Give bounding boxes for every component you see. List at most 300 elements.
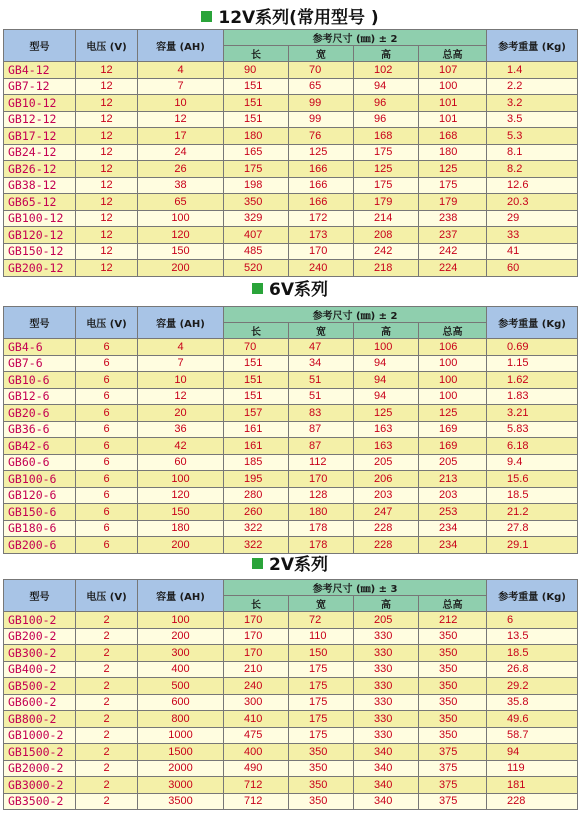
cell-length: 322 (224, 520, 289, 537)
cell-voltage: 2 (76, 645, 138, 662)
table-row (4, 504, 578, 521)
cell-length: 712 (224, 777, 289, 794)
table-row (4, 243, 578, 260)
cell-voltage: 2 (76, 711, 138, 728)
cell-length: 329 (224, 210, 289, 227)
header-model: 型号 (4, 307, 76, 339)
cell-voltage: 6 (76, 471, 138, 488)
cell-voltage: 12 (76, 128, 138, 145)
table-row (4, 144, 578, 161)
cell-length: 151 (224, 78, 289, 95)
cell-total-height: 100 (419, 388, 487, 405)
cell-height: 163 (354, 438, 419, 455)
cell-width: 173 (289, 227, 354, 244)
cell-length: 350 (224, 194, 289, 211)
cell-weight: 1.62 (487, 372, 578, 389)
cell-width: 166 (289, 161, 354, 178)
cell-total-height: 205 (419, 454, 487, 471)
cell-total-height: 350 (419, 711, 487, 728)
header-dimensions: 参考尺寸 (㎜) ± 3 (224, 580, 487, 596)
cell-model: GB120-12 (4, 227, 76, 244)
table-row (4, 678, 578, 695)
cell-length: 165 (224, 144, 289, 161)
table-row (4, 355, 578, 372)
cell-length: 157 (224, 405, 289, 422)
header-width: 宽 (289, 596, 354, 612)
table-row (4, 421, 578, 438)
cell-model: GB36-6 (4, 421, 76, 438)
cell-weight: 1.83 (487, 388, 578, 405)
cell-weight: 8.2 (487, 161, 578, 178)
cell-height: 94 (354, 372, 419, 389)
cell-voltage: 12 (76, 95, 138, 112)
header-voltage: 电压 (V) (76, 580, 138, 612)
cell-voltage: 6 (76, 421, 138, 438)
cell-weight: 94 (487, 744, 578, 761)
cell-capacity: 120 (138, 227, 224, 244)
header-voltage: 电压 (V) (76, 30, 138, 62)
cell-weight: 49.6 (487, 711, 578, 728)
cell-capacity: 120 (138, 487, 224, 504)
cell-length: 170 (224, 645, 289, 662)
header-weight: 参考重量 (Kg) (487, 580, 578, 612)
cell-height: 203 (354, 487, 419, 504)
cell-width: 76 (289, 128, 354, 145)
cell-width: 87 (289, 421, 354, 438)
cell-voltage: 6 (76, 454, 138, 471)
cell-capacity: 4 (138, 339, 224, 356)
cell-length: 490 (224, 760, 289, 777)
cell-voltage: 12 (76, 260, 138, 277)
cell-capacity: 26 (138, 161, 224, 178)
cell-model: GB180-6 (4, 520, 76, 537)
cell-weight: 2.2 (487, 78, 578, 95)
cell-model: GB17-12 (4, 128, 76, 145)
cell-voltage: 12 (76, 161, 138, 178)
cell-voltage: 12 (76, 78, 138, 95)
section-title (0, 279, 580, 301)
cell-height: 242 (354, 243, 419, 260)
cell-weight: 0.69 (487, 339, 578, 356)
cell-length: 712 (224, 793, 289, 810)
table-row (4, 95, 578, 112)
cell-total-height: 106 (419, 339, 487, 356)
cell-model: GB150-6 (4, 504, 76, 521)
cell-weight: 58.7 (487, 727, 578, 744)
cell-height: 340 (354, 760, 419, 777)
cell-total-height: 234 (419, 520, 487, 537)
cell-weight: 228 (487, 793, 578, 810)
cell-weight: 3.5 (487, 111, 578, 128)
cell-height: 218 (354, 260, 419, 277)
cell-length: 280 (224, 487, 289, 504)
cell-width: 170 (289, 471, 354, 488)
cell-length: 485 (224, 243, 289, 260)
cell-length: 175 (224, 161, 289, 178)
cell-total-height: 350 (419, 628, 487, 645)
cell-height: 340 (354, 793, 419, 810)
green-square-icon (201, 11, 212, 22)
spec-table-12v (3, 29, 578, 277)
cell-total-height: 125 (419, 405, 487, 422)
cell-length: 407 (224, 227, 289, 244)
cell-capacity: 800 (138, 711, 224, 728)
cell-capacity: 60 (138, 454, 224, 471)
cell-length: 90 (224, 62, 289, 79)
cell-total-height: 350 (419, 694, 487, 711)
cell-capacity: 10 (138, 95, 224, 112)
cell-height: 228 (354, 537, 419, 554)
cell-capacity: 36 (138, 421, 224, 438)
cell-height: 102 (354, 62, 419, 79)
cell-height: 330 (354, 727, 419, 744)
cell-voltage: 2 (76, 678, 138, 695)
cell-width: 175 (289, 711, 354, 728)
cell-model: GB12-12 (4, 111, 76, 128)
cell-voltage: 12 (76, 177, 138, 194)
cell-voltage: 6 (76, 372, 138, 389)
cell-voltage: 2 (76, 760, 138, 777)
cell-model: GB38-12 (4, 177, 76, 194)
cell-model: GB60-6 (4, 454, 76, 471)
cell-weight: 41 (487, 243, 578, 260)
table-row (4, 128, 578, 145)
cell-total-height: 179 (419, 194, 487, 211)
cell-capacity: 100 (138, 210, 224, 227)
header-model: 型号 (4, 30, 76, 62)
cell-height: 330 (354, 694, 419, 711)
cell-total-height: 350 (419, 661, 487, 678)
green-square-icon (252, 283, 263, 294)
cell-length: 151 (224, 355, 289, 372)
cell-weight: 18.5 (487, 487, 578, 504)
cell-model: GB7-6 (4, 355, 76, 372)
cell-weight: 1.15 (487, 355, 578, 372)
table-row (4, 645, 578, 662)
cell-capacity: 17 (138, 128, 224, 145)
cell-width: 65 (289, 78, 354, 95)
table-row (4, 62, 578, 79)
section-title-text: 6V系列 (269, 280, 328, 300)
table-row (4, 777, 578, 794)
cell-length: 410 (224, 711, 289, 728)
cell-total-height: 212 (419, 612, 487, 629)
cell-model: GB65-12 (4, 194, 76, 211)
cell-height: 330 (354, 628, 419, 645)
cell-height: 205 (354, 454, 419, 471)
cell-weight: 6 (487, 612, 578, 629)
cell-height: 340 (354, 744, 419, 761)
section-6v (0, 272, 580, 552)
table-row (4, 520, 578, 537)
header-dimensions: 参考尺寸 (㎜) ± 2 (224, 30, 487, 46)
cell-width: 51 (289, 372, 354, 389)
cell-height: 96 (354, 111, 419, 128)
cell-capacity: 150 (138, 504, 224, 521)
cell-height: 125 (354, 405, 419, 422)
table-row (4, 612, 578, 629)
cell-total-height: 350 (419, 727, 487, 744)
cell-model: GB1500-2 (4, 744, 76, 761)
header-length: 长 (224, 323, 289, 339)
cell-weight: 26.8 (487, 661, 578, 678)
cell-model: GB300-2 (4, 645, 76, 662)
cell-total-height: 224 (419, 260, 487, 277)
cell-total-height: 238 (419, 210, 487, 227)
cell-capacity: 7 (138, 78, 224, 95)
cell-width: 83 (289, 405, 354, 422)
cell-width: 112 (289, 454, 354, 471)
cell-height: 330 (354, 645, 419, 662)
cell-height: 208 (354, 227, 419, 244)
cell-total-height: 100 (419, 78, 487, 95)
cell-total-height: 107 (419, 62, 487, 79)
cell-length: 322 (224, 537, 289, 554)
cell-voltage: 6 (76, 487, 138, 504)
cell-model: GB800-2 (4, 711, 76, 728)
cell-total-height: 253 (419, 504, 487, 521)
cell-weight: 18.5 (487, 645, 578, 662)
cell-model: GB400-2 (4, 661, 76, 678)
cell-capacity: 38 (138, 177, 224, 194)
cell-capacity: 4 (138, 62, 224, 79)
cell-weight: 3.2 (487, 95, 578, 112)
cell-width: 350 (289, 760, 354, 777)
cell-weight: 12.6 (487, 177, 578, 194)
cell-height: 94 (354, 78, 419, 95)
cell-capacity: 42 (138, 438, 224, 455)
cell-model: GB100-12 (4, 210, 76, 227)
cell-capacity: 20 (138, 405, 224, 422)
section-title (0, 554, 580, 576)
spec-table-6v (3, 306, 578, 554)
cell-height: 94 (354, 355, 419, 372)
cell-height: 228 (354, 520, 419, 537)
spec-table-2v (3, 579, 578, 810)
cell-voltage: 12 (76, 210, 138, 227)
table-row (4, 727, 578, 744)
section-12v (0, 0, 580, 275)
cell-model: GB10-12 (4, 95, 76, 112)
cell-height: 206 (354, 471, 419, 488)
cell-total-height: 101 (419, 95, 487, 112)
header-model: 型号 (4, 580, 76, 612)
cell-length: 195 (224, 471, 289, 488)
cell-width: 175 (289, 678, 354, 695)
cell-height: 205 (354, 612, 419, 629)
cell-total-height: 237 (419, 227, 487, 244)
cell-capacity: 200 (138, 537, 224, 554)
cell-length: 161 (224, 438, 289, 455)
cell-width: 180 (289, 504, 354, 521)
cell-width: 128 (289, 487, 354, 504)
cell-weight: 119 (487, 760, 578, 777)
cell-weight: 181 (487, 777, 578, 794)
cell-width: 34 (289, 355, 354, 372)
cell-total-height: 375 (419, 777, 487, 794)
cell-weight: 35.8 (487, 694, 578, 711)
cell-voltage: 6 (76, 339, 138, 356)
cell-model: GB150-12 (4, 243, 76, 260)
cell-height: 179 (354, 194, 419, 211)
cell-height: 175 (354, 144, 419, 161)
cell-width: 99 (289, 111, 354, 128)
cell-width: 172 (289, 210, 354, 227)
cell-capacity: 100 (138, 471, 224, 488)
cell-length: 198 (224, 177, 289, 194)
cell-model: GB7-12 (4, 78, 76, 95)
header-height: 高 (354, 323, 419, 339)
cell-width: 99 (289, 95, 354, 112)
cell-length: 170 (224, 628, 289, 645)
table-row (4, 661, 578, 678)
cell-length: 400 (224, 744, 289, 761)
cell-length: 161 (224, 421, 289, 438)
cell-model: GB500-2 (4, 678, 76, 695)
cell-voltage: 12 (76, 62, 138, 79)
cell-height: 96 (354, 95, 419, 112)
cell-total-height: 375 (419, 760, 487, 777)
table-row (4, 438, 578, 455)
cell-width: 350 (289, 793, 354, 810)
cell-height: 175 (354, 177, 419, 194)
header-total-height: 总高 (419, 46, 487, 62)
cell-width: 47 (289, 339, 354, 356)
cell-capacity: 150 (138, 243, 224, 260)
header-width: 宽 (289, 323, 354, 339)
table-row (4, 227, 578, 244)
cell-width: 350 (289, 744, 354, 761)
table-row (4, 760, 578, 777)
cell-voltage: 6 (76, 355, 138, 372)
cell-width: 240 (289, 260, 354, 277)
cell-width: 125 (289, 144, 354, 161)
cell-total-height: 101 (419, 111, 487, 128)
cell-model: GB3000-2 (4, 777, 76, 794)
cell-total-height: 203 (419, 487, 487, 504)
cell-total-height: 180 (419, 144, 487, 161)
cell-total-height: 175 (419, 177, 487, 194)
cell-length: 70 (224, 339, 289, 356)
cell-capacity: 24 (138, 144, 224, 161)
table-row (4, 210, 578, 227)
cell-weight: 29.1 (487, 537, 578, 554)
cell-capacity: 500 (138, 678, 224, 695)
cell-width: 170 (289, 243, 354, 260)
cell-length: 151 (224, 111, 289, 128)
header-capacity: 容量 (AH) (138, 580, 224, 612)
cell-length: 520 (224, 260, 289, 277)
cell-voltage: 12 (76, 144, 138, 161)
cell-voltage: 2 (76, 612, 138, 629)
cell-capacity: 400 (138, 661, 224, 678)
table-row (4, 111, 578, 128)
cell-height: 163 (354, 421, 419, 438)
cell-capacity: 7 (138, 355, 224, 372)
cell-width: 178 (289, 520, 354, 537)
cell-voltage: 6 (76, 438, 138, 455)
section-title-text: 12V系列(常用型号 ) (218, 8, 379, 28)
header-length: 长 (224, 46, 289, 62)
cell-voltage: 2 (76, 744, 138, 761)
cell-height: 330 (354, 711, 419, 728)
cell-model: GB100-2 (4, 612, 76, 629)
cell-height: 247 (354, 504, 419, 521)
cell-width: 110 (289, 628, 354, 645)
cell-length: 151 (224, 95, 289, 112)
cell-capacity: 200 (138, 260, 224, 277)
cell-length: 151 (224, 388, 289, 405)
cell-weight: 3.21 (487, 405, 578, 422)
cell-height: 330 (354, 678, 419, 695)
cell-height: 330 (354, 661, 419, 678)
table-row (4, 339, 578, 356)
table-row (4, 194, 578, 211)
cell-height: 340 (354, 777, 419, 794)
cell-model: GB24-12 (4, 144, 76, 161)
cell-voltage: 6 (76, 388, 138, 405)
cell-length: 260 (224, 504, 289, 521)
cell-total-height: 213 (419, 471, 487, 488)
cell-voltage: 2 (76, 727, 138, 744)
cell-voltage: 12 (76, 227, 138, 244)
table-row (4, 388, 578, 405)
cell-capacity: 100 (138, 612, 224, 629)
cell-model: GB42-6 (4, 438, 76, 455)
table-row (4, 372, 578, 389)
cell-length: 210 (224, 661, 289, 678)
cell-width: 166 (289, 177, 354, 194)
cell-capacity: 3000 (138, 777, 224, 794)
cell-model: GB3500-2 (4, 793, 76, 810)
cell-width: 72 (289, 612, 354, 629)
table-row (4, 711, 578, 728)
cell-capacity: 300 (138, 645, 224, 662)
header-length: 长 (224, 596, 289, 612)
cell-voltage: 6 (76, 504, 138, 521)
cell-height: 214 (354, 210, 419, 227)
cell-model: GB10-6 (4, 372, 76, 389)
cell-width: 175 (289, 694, 354, 711)
cell-width: 178 (289, 537, 354, 554)
cell-weight: 29.2 (487, 678, 578, 695)
cell-weight: 1.4 (487, 62, 578, 79)
cell-width: 175 (289, 661, 354, 678)
cell-voltage: 12 (76, 243, 138, 260)
cell-capacity: 10 (138, 372, 224, 389)
cell-width: 87 (289, 438, 354, 455)
header-height: 高 (354, 596, 419, 612)
cell-weight: 21.2 (487, 504, 578, 521)
table-row (4, 78, 578, 95)
cell-capacity: 2000 (138, 760, 224, 777)
cell-model: GB200-6 (4, 537, 76, 554)
cell-voltage: 2 (76, 777, 138, 794)
cell-total-height: 234 (419, 537, 487, 554)
cell-model: GB120-6 (4, 487, 76, 504)
cell-model: GB200-12 (4, 260, 76, 277)
header-total-height: 总高 (419, 596, 487, 612)
header-voltage: 电压 (V) (76, 307, 138, 339)
cell-weight: 27.8 (487, 520, 578, 537)
cell-model: GB200-2 (4, 628, 76, 645)
cell-capacity: 180 (138, 520, 224, 537)
cell-width: 150 (289, 645, 354, 662)
cell-height: 125 (354, 161, 419, 178)
cell-model: GB2000-2 (4, 760, 76, 777)
cell-capacity: 3500 (138, 793, 224, 810)
cell-voltage: 12 (76, 194, 138, 211)
